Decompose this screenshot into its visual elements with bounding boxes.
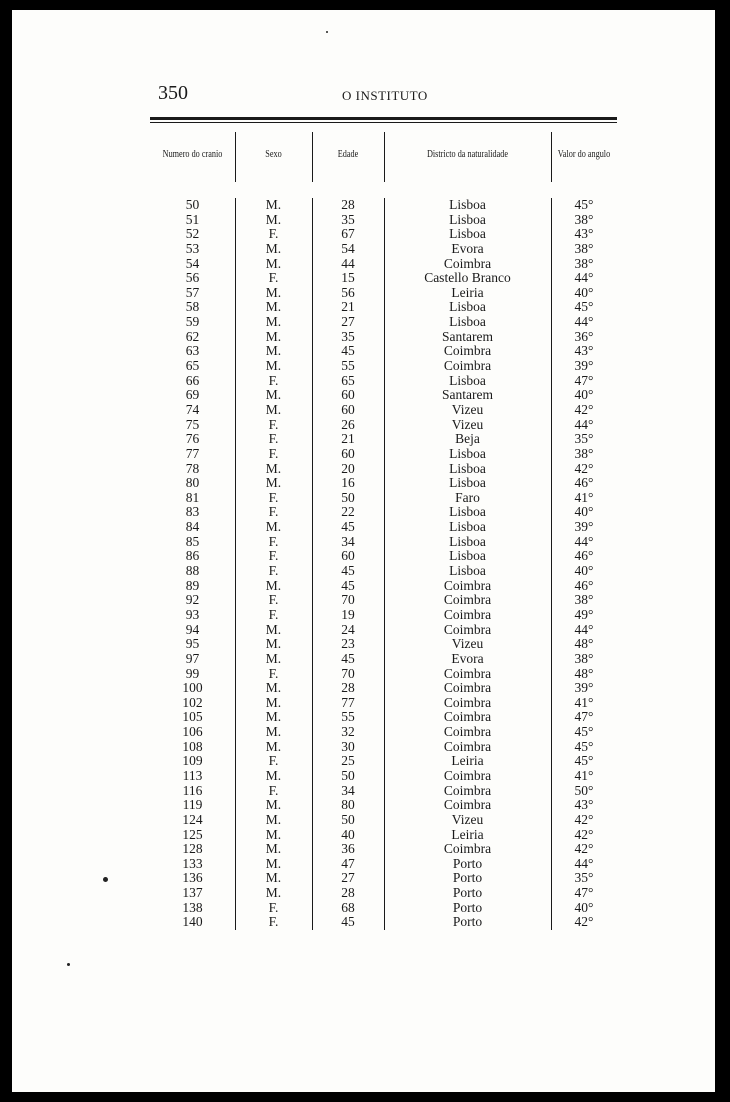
cell-sexo: M. [265,519,282,535]
cell-edade: 50 [341,811,355,827]
cell-districto: Coimbra [443,841,492,857]
cell-valor: 44° [574,621,594,637]
cell-districto: Lisboa [449,563,486,579]
cell-districto: Porto [452,899,483,915]
cell-edade: 60 [341,401,355,417]
cell-valor: 35° [574,870,594,886]
cell-districto: Lisboa [449,460,486,476]
cell-valor: 44° [574,533,594,549]
cell-districto: Lisboa [449,504,486,520]
column-header-edade: Edade [337,148,359,160]
cell-numero: 83 [185,504,200,520]
cell-valor: 40° [574,563,594,579]
cell-numero: 89 [185,577,200,593]
cell-edade: 19 [341,606,355,622]
cell-edade: 30 [341,738,355,754]
cell-districto: Porto [452,855,483,871]
cell-edade: 47 [341,855,355,871]
cell-sexo: F. [268,914,279,930]
header-divider [312,132,313,182]
cell-districto: Faro [455,489,480,505]
table-body [150,198,617,930]
cell-valor: 43° [574,797,594,813]
cell-valor: 40° [574,899,594,915]
cell-sexo: M. [265,343,282,359]
cell-valor: 38° [574,211,594,227]
cell-numero: 125 [182,826,203,842]
cell-edade: 60 [341,548,355,564]
cell-sexo: F. [268,226,279,242]
cell-numero: 65 [185,358,200,374]
cell-edade: 60 [341,445,355,461]
cell-sexo: M. [265,240,282,256]
cell-districto: Coimbra [443,767,492,783]
cell-sexo: M. [265,680,282,696]
table-header [150,124,617,184]
cell-sexo: M. [265,401,282,417]
cell-numero: 54 [185,255,200,271]
cell-districto: Coimbra [443,665,492,681]
cell-numero: 102 [182,694,203,710]
cell-valor: 46° [574,577,594,593]
cell-numero: 78 [185,460,200,476]
cell-districto: Lisboa [449,197,486,212]
cell-numero: 108 [182,738,203,754]
cell-edade: 45 [341,914,355,930]
cell-sexo: F. [268,665,279,681]
cell-edade: 55 [341,358,355,374]
cell-edade: 65 [341,372,355,388]
cell-sexo: F. [268,606,279,622]
cell-valor: 45° [574,299,594,315]
cell-numero: 51 [185,211,200,227]
cell-sexo: M. [265,299,282,315]
cell-numero: 56 [185,270,200,286]
cell-districto: Vizeu [451,811,484,827]
cell-numero: 124 [182,811,203,827]
cell-numero: 116 [182,782,203,798]
cell-districto: Lisboa [449,314,486,330]
cell-edade: 28 [341,680,355,696]
cell-valor: 41° [574,489,594,505]
cell-numero: 92 [185,592,200,608]
cell-edade: 32 [341,724,355,740]
cell-numero: 88 [185,563,200,579]
cell-numero: 58 [185,299,200,315]
column-divider [235,198,236,930]
cell-districto: Leiria [451,284,484,300]
cell-valor: 39° [574,680,594,696]
cell-edade: 50 [341,489,355,505]
cell-districto: Santarem [442,328,493,344]
cell-sexo: M. [265,826,282,842]
cell-sexo: M. [265,460,282,476]
cell-sexo: M. [265,621,282,637]
cell-valor: 47° [574,885,594,901]
cell-valor: 50° [574,782,594,798]
cell-sexo: F. [268,548,279,564]
cell-numero: 95 [185,636,200,652]
cell-sexo: M. [265,358,282,374]
cell-valor: 44° [574,270,594,286]
cell-districto: Porto [452,870,483,886]
cell-districto: Coimbra [443,709,492,725]
cell-edade: 16 [341,475,355,491]
cell-sexo: F. [268,270,279,286]
cell-numero: 52 [185,226,200,242]
cell-numero: 137 [182,885,203,901]
cell-districto: Coimbra [443,592,492,608]
cell-edade: 28 [341,197,355,212]
cell-valor: 45° [574,753,594,769]
cell-numero: 59 [185,314,200,330]
cell-numero: 86 [185,548,200,564]
cell-valor: 38° [574,255,594,271]
cell-districto: Porto [452,885,483,901]
cell-edade: 25 [341,753,355,769]
cell-edade: 35 [341,328,355,344]
header-divider [551,132,552,182]
cell-sexo: F. [268,899,279,915]
cell-sexo: M. [265,709,282,725]
cell-valor: 47° [574,372,594,388]
cell-sexo: M. [265,694,282,710]
cell-edade: 68 [341,899,355,915]
column-header-districto: Districto da naturalidade [426,148,509,160]
cell-valor: 40° [574,284,594,300]
cell-edade: 45 [341,563,355,579]
cell-numero: 128 [182,841,203,857]
cell-numero: 50 [185,197,200,212]
cell-sexo: M. [265,797,282,813]
cell-edade: 15 [341,270,355,286]
cell-edade: 20 [341,460,355,476]
cell-valor: 43° [574,343,594,359]
cell-edade: 70 [341,592,355,608]
cell-valor: 35° [574,431,594,447]
cell-sexo: M. [265,197,282,212]
cell-edade: 23 [341,636,355,652]
cell-valor: 42° [574,811,594,827]
cell-edade: 21 [341,431,355,447]
cell-districto: Coimbra [443,621,492,637]
cell-valor: 42° [574,841,594,857]
cell-valor: 40° [574,504,594,520]
cell-edade: 77 [341,694,355,710]
cell-valor: 47° [574,709,594,725]
cell-valor: 36° [574,328,594,344]
cell-sexo: M. [265,841,282,857]
cell-sexo: M. [265,885,282,901]
cell-districto: Coimbra [443,694,492,710]
cell-edade: 55 [341,709,355,725]
cell-numero: 75 [185,416,200,432]
cell-districto: Leiria [451,753,484,769]
cell-valor: 42° [574,914,594,930]
cell-valor: 48° [574,636,594,652]
cell-districto: Coimbra [443,782,492,798]
cell-sexo: M. [265,211,282,227]
cell-edade: 24 [341,621,355,637]
cell-valor: 45° [574,197,594,212]
cell-sexo: M. [265,475,282,491]
column-divider [384,198,385,930]
cell-edade: 54 [341,240,355,256]
cell-edade: 26 [341,416,355,432]
page-number: 350 [158,82,188,104]
cell-edade: 67 [341,226,355,242]
cell-numero: 66 [185,372,200,388]
cell-valor: 46° [574,475,594,491]
cell-districto: Castello Branco [424,270,511,286]
cell-districto: Lisboa [449,372,486,388]
cell-sexo: F. [268,782,279,798]
cell-districto: Coimbra [443,255,492,271]
cell-valor: 44° [574,416,594,432]
cell-districto: Coimbra [443,606,492,622]
cell-numero: 97 [185,650,200,666]
cell-numero: 94 [185,621,200,637]
cell-numero: 81 [185,489,200,505]
cell-edade: 22 [341,504,355,520]
cell-edade: 45 [341,343,355,359]
cell-numero: 140 [182,914,203,930]
cell-districto: Vizeu [451,401,484,417]
cell-sexo: M. [265,577,282,593]
running-title: O INSTITUTO [342,88,428,103]
cell-edade: 56 [341,284,355,300]
cell-valor: 39° [574,519,594,535]
cell-sexo: M. [265,724,282,740]
cell-edade: 44 [341,255,355,271]
cell-numero: 93 [185,606,200,622]
cell-numero: 77 [185,445,200,461]
header-divider [384,132,385,182]
cell-valor: 44° [574,314,594,330]
cell-districto: Vizeu [451,416,484,432]
cell-sexo: M. [265,314,282,330]
cell-valor: 41° [574,767,594,783]
cell-numero: 76 [185,431,200,447]
cell-sexo: F. [268,431,279,447]
cell-edade: 21 [341,299,355,315]
cell-edade: 27 [341,314,355,330]
cell-sexo: M. [265,855,282,871]
cell-valor: 40° [574,387,594,403]
cell-edade: 34 [341,782,355,798]
cell-districto: Coimbra [443,358,492,374]
cell-districto: Lisboa [449,226,486,242]
cell-edade: 35 [341,211,355,227]
cell-sexo: M. [265,328,282,344]
cell-numero: 57 [185,284,200,300]
column-header-sexo: Sexo [265,148,282,160]
cell-edade: 50 [341,767,355,783]
cell-numero: 106 [182,724,203,740]
cell-valor: 38° [574,650,594,666]
column-divider [551,198,552,930]
cell-sexo: F. [268,753,279,769]
cell-valor: 42° [574,401,594,417]
cell-districto: Coimbra [443,797,492,813]
cell-edade: 80 [341,797,355,813]
cell-valor: 38° [574,240,594,256]
cell-edade: 45 [341,519,355,535]
cell-valor: 45° [574,738,594,754]
cell-sexo: F. [268,504,279,520]
cell-valor: 45° [574,724,594,740]
cell-valor: 38° [574,592,594,608]
cell-districto: Vizeu [451,636,484,652]
cell-sexo: F. [268,445,279,461]
column-header-numero: Numero do cranio [162,148,223,160]
cell-districto: Lisboa [449,445,486,461]
cell-sexo: F. [268,416,279,432]
cell-edade: 27 [341,870,355,886]
cell-edade: 45 [341,577,355,593]
cell-districto: Coimbra [443,577,492,593]
cell-valor: 38° [574,445,594,461]
cell-numero: 138 [182,899,203,915]
cell-districto: Porto [452,914,483,930]
cell-districto: Lisboa [449,533,486,549]
cell-numero: 100 [182,680,203,696]
cell-numero: 63 [185,343,200,359]
cell-numero: 85 [185,533,200,549]
cell-districto: Beja [455,431,480,447]
data-table [150,124,617,930]
cell-sexo: F. [268,372,279,388]
cell-numero: 119 [182,797,203,813]
cell-valor: 46° [574,548,594,564]
cell-edade: 28 [341,885,355,901]
cell-districto: Lisboa [449,299,486,315]
cell-valor: 42° [574,826,594,842]
cell-districto: Lisboa [449,548,486,564]
cell-sexo: M. [265,387,282,403]
cell-valor: 42° [574,460,594,476]
cell-sexo: M. [265,284,282,300]
cell-sexo: M. [265,650,282,666]
cell-sexo: M. [265,636,282,652]
cell-districto: Lisboa [449,475,486,491]
cell-numero: 133 [182,855,203,871]
cell-numero: 136 [182,870,203,886]
cell-districto: Leiria [451,826,484,842]
cell-numero: 53 [185,240,200,256]
cell-edade: 36 [341,841,355,857]
cell-districto: Coimbra [443,343,492,359]
cell-edade: 45 [341,650,355,666]
cell-valor: 43° [574,226,594,242]
cell-numero: 113 [182,767,203,783]
cell-numero: 105 [182,709,203,725]
cell-valor: 48° [574,665,594,681]
cell-districto: Evora [451,240,484,256]
cell-numero: 74 [185,401,200,417]
cell-districto: Santarem [442,387,493,403]
cell-numero: 99 [185,665,200,681]
cell-numero: 69 [185,387,200,403]
column-header-valor: Valor do angulo [557,148,611,160]
cell-sexo: F. [268,533,279,549]
cell-sexo: M. [265,811,282,827]
cell-districto: Coimbra [443,738,492,754]
cell-edade: 70 [341,665,355,681]
table-top-rule-thin [150,122,617,123]
cell-districto: Lisboa [449,519,486,535]
cell-districto: Coimbra [443,724,492,740]
table-top-rule-thick [150,117,617,120]
cell-numero: 62 [185,328,200,344]
column-divider [312,198,313,930]
cell-numero: 84 [185,519,200,535]
cell-districto: Evora [451,650,484,666]
cell-valor: 39° [574,358,594,374]
cell-edade: 40 [341,826,355,842]
cell-valor: 44° [574,855,594,871]
cell-edade: 34 [341,533,355,549]
cell-sexo: M. [265,767,282,783]
cell-sexo: F. [268,489,279,505]
cell-sexo: M. [265,255,282,271]
cell-numero: 80 [185,475,200,491]
cell-sexo: M. [265,870,282,886]
cell-edade: 60 [341,387,355,403]
header-divider [235,132,236,182]
cell-districto: Coimbra [443,680,492,696]
cell-sexo: F. [268,563,279,579]
cell-numero: 109 [182,753,203,769]
cell-valor: 49° [574,606,594,622]
cell-valor: 41° [574,694,594,710]
cell-sexo: F. [268,592,279,608]
cell-districto: Lisboa [449,211,486,227]
cell-sexo: M. [265,738,282,754]
